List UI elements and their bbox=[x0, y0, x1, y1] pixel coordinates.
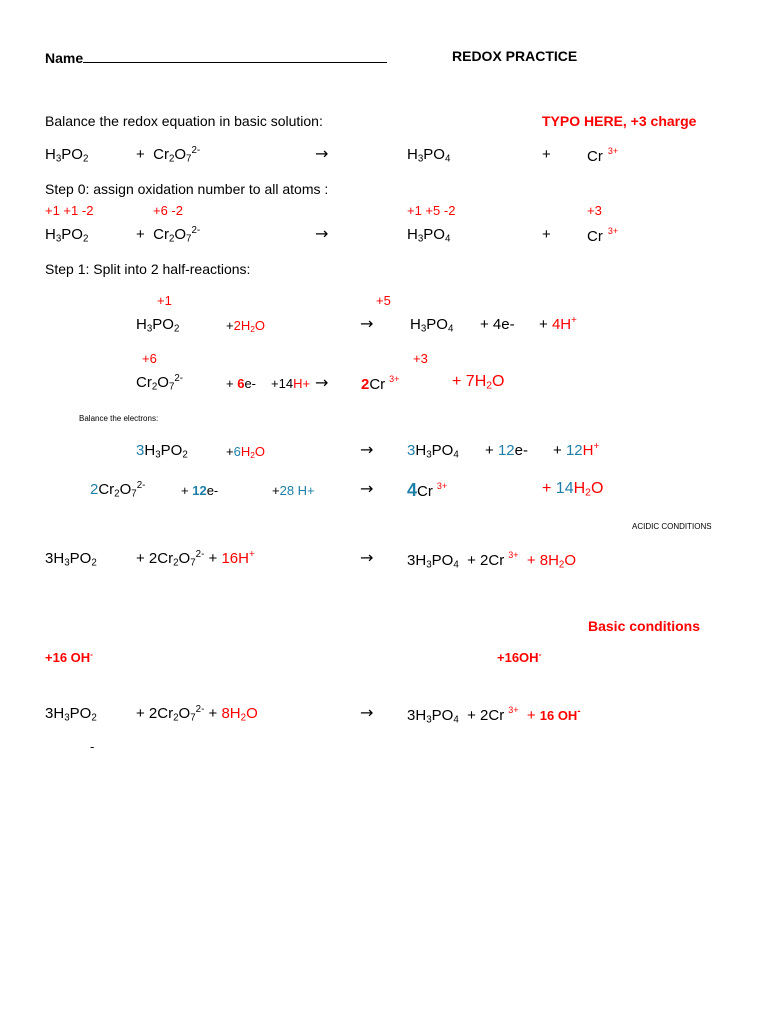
bal2-hplus: +28 H+ bbox=[272, 483, 315, 498]
acidic-products: $3H_3PO_4 + 2Cr$ $^{3+} + 8H_2O$ bbox=[407, 550, 577, 571]
step0-ox-cr: +3 bbox=[587, 203, 602, 218]
bal1-h3po2: $3H_3PO_2$ bbox=[136, 442, 188, 461]
bal1-water: $+6H_2O$ bbox=[226, 444, 266, 461]
typo-note: TYPO HERE, +3 charge bbox=[542, 113, 697, 129]
eq1-arrow: → bbox=[315, 224, 329, 243]
eq1-h3po2: $H_3PO_2$ bbox=[45, 226, 89, 245]
instruction-text: Balance the redox equation in basic solution: bbox=[45, 113, 323, 129]
eq1-plus: + bbox=[542, 226, 551, 243]
step1-ox-cr-right: +3 bbox=[413, 351, 428, 366]
step1-ox-cr-left: +6 bbox=[142, 351, 157, 366]
name-label: Name bbox=[45, 50, 84, 66]
bal1-h3po4: $3H_3PO_4$ bbox=[407, 442, 459, 461]
half2-cr2o7: $Cr_2O_7^{2-}$ bbox=[136, 373, 184, 393]
half2-arrow: → bbox=[315, 373, 329, 392]
half2-water: + $7H_2O$ bbox=[452, 373, 505, 392]
basic-oh-right: +16OH- bbox=[497, 648, 542, 665]
eq0-h3po2: $H_3PO_2$ bbox=[45, 146, 89, 165]
eq1-h3po4: $H_3PO_4$ bbox=[407, 226, 451, 245]
eq0-arrow: → bbox=[315, 144, 329, 163]
bal2-water: + $14H_2O$ bbox=[542, 480, 604, 499]
step0-ox-h3po2: +1 +1 -2 bbox=[45, 203, 94, 218]
bal1-hplus: + 12H+ bbox=[553, 441, 600, 459]
acidic-arrow: → bbox=[360, 548, 374, 567]
step0-ox-h3po4: +1 +5 -2 bbox=[407, 203, 456, 218]
half1-h3po2: $H_3PO_2$ bbox=[136, 316, 180, 335]
name-field bbox=[45, 49, 387, 65]
eq0-plus: + bbox=[542, 146, 551, 163]
step1-ox-p-right: +5 bbox=[376, 293, 391, 308]
eq1-cr: Cr $^{3+}$ bbox=[587, 226, 619, 245]
acidic-h3po2: $3H_3PO_2$ bbox=[45, 550, 97, 569]
half2-cr: 2Cr $^{3+}$ bbox=[361, 374, 400, 393]
balance-label: Balance the electrons: bbox=[79, 414, 159, 423]
acidic-label: ACIDIC CONDITIONS bbox=[632, 522, 712, 531]
stray-dash: - bbox=[90, 739, 95, 754]
step0-ox-cr2o7: +6 -2 bbox=[153, 203, 183, 218]
bal1-arrow: → bbox=[360, 440, 374, 459]
bal2-arrow: → bbox=[360, 479, 374, 498]
bal1-electrons: + 12e- bbox=[485, 442, 528, 459]
eq0-cr: Cr $^{3+}$ bbox=[587, 146, 619, 165]
half1-h3po4: $H_3PO_4$ bbox=[410, 316, 454, 335]
basic-products: $3H_3PO_4 + 2Cr$ $^{3+}$ + 16 OH- bbox=[407, 705, 581, 726]
name-underline bbox=[83, 49, 387, 63]
basic-h3po2: $3H_3PO_2$ bbox=[45, 705, 97, 724]
bal2-electrons: + 12e- bbox=[181, 483, 219, 498]
half2-electrons: + 6e- bbox=[226, 376, 257, 391]
half2-hplus: +14H+ bbox=[271, 376, 311, 391]
step0-label: Step 0: assign oxidation number to all atoms : bbox=[45, 181, 329, 197]
eq0-h3po4: $H_3PO_4$ bbox=[407, 146, 451, 165]
acidic-cr2o7: + $2Cr_2O_7^{2-} + 16H^+$ bbox=[136, 549, 255, 569]
bal2-cr2o7: $2Cr_2O_7^{2-}$ bbox=[90, 480, 146, 500]
basic-arrow: → bbox=[360, 703, 374, 722]
basic-oh-left: +16 OH- bbox=[45, 648, 93, 665]
half1-electrons: + 4e- bbox=[480, 316, 515, 333]
step1-ox-p-left: +1 bbox=[157, 293, 172, 308]
page-title: REDOX PRACTICE bbox=[452, 48, 578, 64]
step1-label: Step 1: Split into 2 half-reactions: bbox=[45, 261, 251, 277]
half1-water: $+2H_2O$ bbox=[226, 318, 266, 335]
half1-hplus: + 4H+ bbox=[539, 315, 577, 333]
basic-cr2o7: + $2Cr_2O_7^{2-} + 8H_2O$ bbox=[136, 704, 258, 724]
eq0-cr2o7: + $Cr_2O_7^{2-}$ bbox=[136, 145, 201, 165]
half1-arrow: → bbox=[360, 314, 374, 333]
bal2-cr: 4Cr $^{3+}$ bbox=[407, 480, 448, 500]
basic-label: Basic conditions bbox=[588, 618, 701, 634]
eq1-cr2o7: + $Cr_2O_7^{2-}$ bbox=[136, 225, 201, 245]
